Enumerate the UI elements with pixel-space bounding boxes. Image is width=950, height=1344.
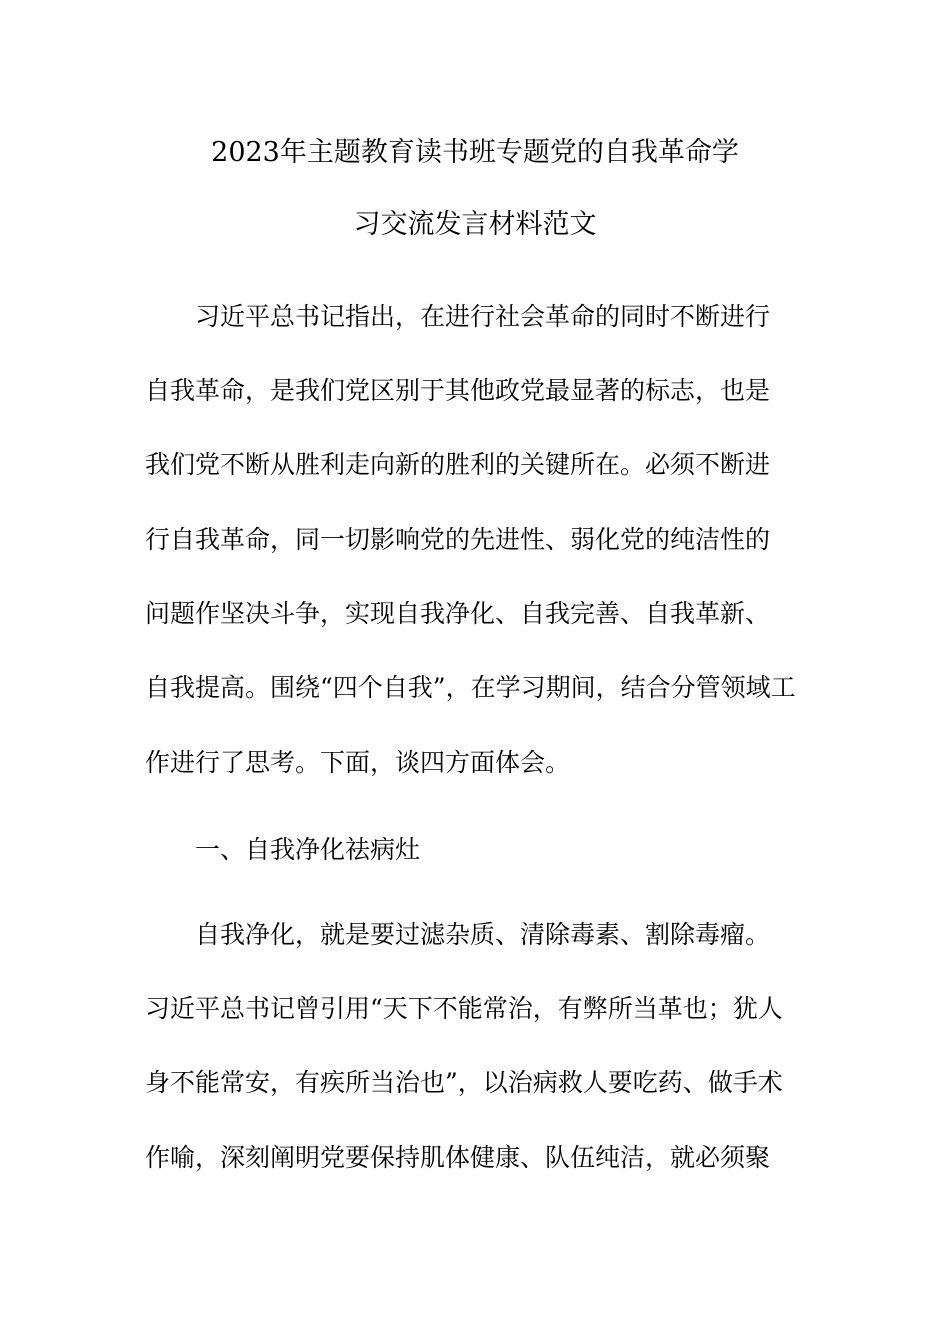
paragraph-1-line-3: 我们党不断从胜利走向新的胜利的关键所在。必须不断进 [145,450,771,479]
paragraph-2-line-1: 自我净化，就是要过滤杂质、清除毒素、割除毒瘤。 [195,920,771,949]
document-title-line-1: 2023年主题教育读书班专题党的自我革命学 [211,137,739,168]
paragraph-1-line-1: 习近平总书记指出，在进行社会革命的同时不断进行 [195,302,771,331]
paragraph-1-line-6: 自我提高。围绕“四个自我”，在学习期间，结合分管领域工 [145,673,796,702]
paragraph-1-line-5: 问题作坚决斗争，实现自我净化、自我完善、自我革新、 [145,599,771,628]
paragraph-2-line-4: 作喻，深刻阐明党要保持肌体健康、队伍纯洁，就必须聚 [145,1143,771,1172]
paragraph-1-line-7: 作进行了思考。下面，谈四方面体会。 [145,748,571,777]
document-title-line-2: 习交流发言材料范文 [353,209,597,240]
paragraph-1-line-2: 自我革命，是我们党区别于其他政党最显著的标志，也是 [145,376,771,405]
paragraph-2-line-2: 习近平总书记曾引用“天下不能常治，有弊所当革也；犹人 [145,994,783,1023]
paragraph-2-line-3: 身不能常安，有疾所当治也”，以治病救人要吃药、做手术 [145,1068,783,1097]
paragraph-1-line-4: 行自我革命，同一切影响党的先进性、弱化党的纯洁性的 [145,525,771,554]
section-heading-1: 一、自我净化祛病灶 [195,835,421,864]
